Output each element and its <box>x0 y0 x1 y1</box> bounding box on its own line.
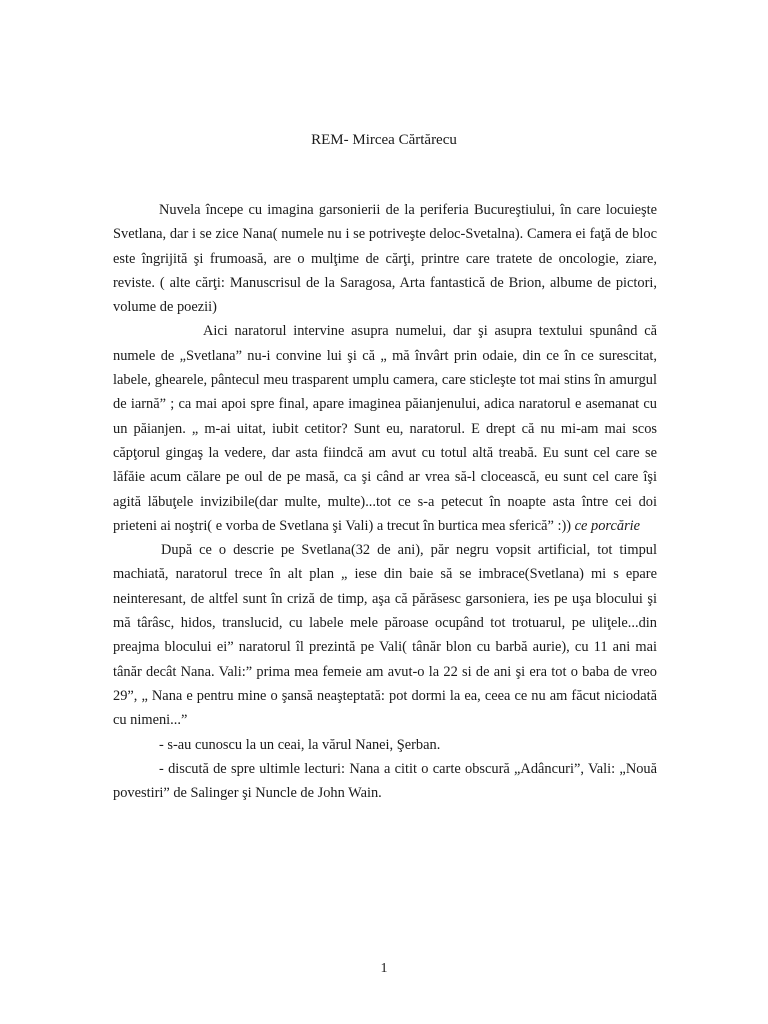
paragraph-narrator-text: Aici naratorul intervine asupra numelui, dar şi asupra textului spunând că numele de „Svetlana” nu-i convine lui şi că „ mă învârt prin odaie, din ce în ce surescitat, labele, ghearele, pântecul meu trasparent umplu camera, care sticleşte tot mai stins în amurgul de iarnă” ; ca mai apoi spre final, apare imaginea păianjenului, adica naratorul e asemanat cu un păianjen. „ m-ai uitat, iubit cetitor? Sunt eu, naratorul. E drept că nu mi-am mai scos căpţorul gingaş la vedere, dar asta fiindcă am avut cu totul altă treabă. Eu sunt cel care se lăfăie acum călare pe oul de pe masă, ca şi când ar vrea să-l clocească, eu sunt cel care îşi agită lăbuţele invizibile(dar multe, multe)...tot ce s-a petecut în noapte asta între cei doi prieteni ai noştri( e vorba de Svetlana şi Vali) a trecut în burtica mea sferică” :)) <box>113 323 657 534</box>
paragraph-narrator-italic: ce porcărie <box>574 517 641 534</box>
page-number: 1 <box>380 961 388 976</box>
paragraph-svetlana: După ce o descrie pe Svetlana(32 de ani), păr negru vopsit artificial, tot timpul machiată, naratorul trece în alt plan „ iese din baie să se imbrace(Svetlana) mi s epare neinteresant, de altfel sunt în criză de timp, aşa că părăsesc garsoniera, ies pe uşa blocului şi mă târâsc, hidos, translucid, cu labele mele păroase ocupând tot trotuarul, pe uliţele...din preajma blocului ei” naratorul îl prezintă pe Vali( tânăr blon cu barbă aurie), cu 11 ani mai tânăr decât Nana. Vali:” prima mea femeie am avut-o la 22 si de ani şi era tot o baba de vreo 29”, „ Nana e pentru mine o şansă neaşteptată: pot dormi la ea, ceea ce nu am făcut niciodată cu nimeni...” <box>113 542 657 729</box>
list-item-met: - s-au cunoscu la un ceai, la vărul Nanei, Şerban. <box>159 736 441 753</box>
list-item-readings: - discută de spre ultimle lecturi: Nana a citit o carte obscură „Adâncuri”, Vali: „Nouă povestiri” de Salinger şi Nuncle de John Wain. <box>113 760 657 802</box>
paragraph-intro: Nuvela începe cu imagina garsonierii de la periferia Bucureştiului, în care locuieşte Svetlana, dar i se zice Nana( numele nu i se potriveşte deloc-Svetalna). Camera ei faţă de bloc este îngrijită şi frumoasă, are o mulţime de cărţi, printre care tratete de oncologie, ziare, reviste. ( alte cărţi: Manuscrisul de la Saragosa, Arta fantastică de Brion, albume de pictori, volume de poezii) <box>113 202 657 316</box>
paragraph-narrator <box>113 319 657 538</box>
document-body <box>113 198 657 805</box>
document-title: REM- Mircea Cărtărecu <box>311 132 457 148</box>
